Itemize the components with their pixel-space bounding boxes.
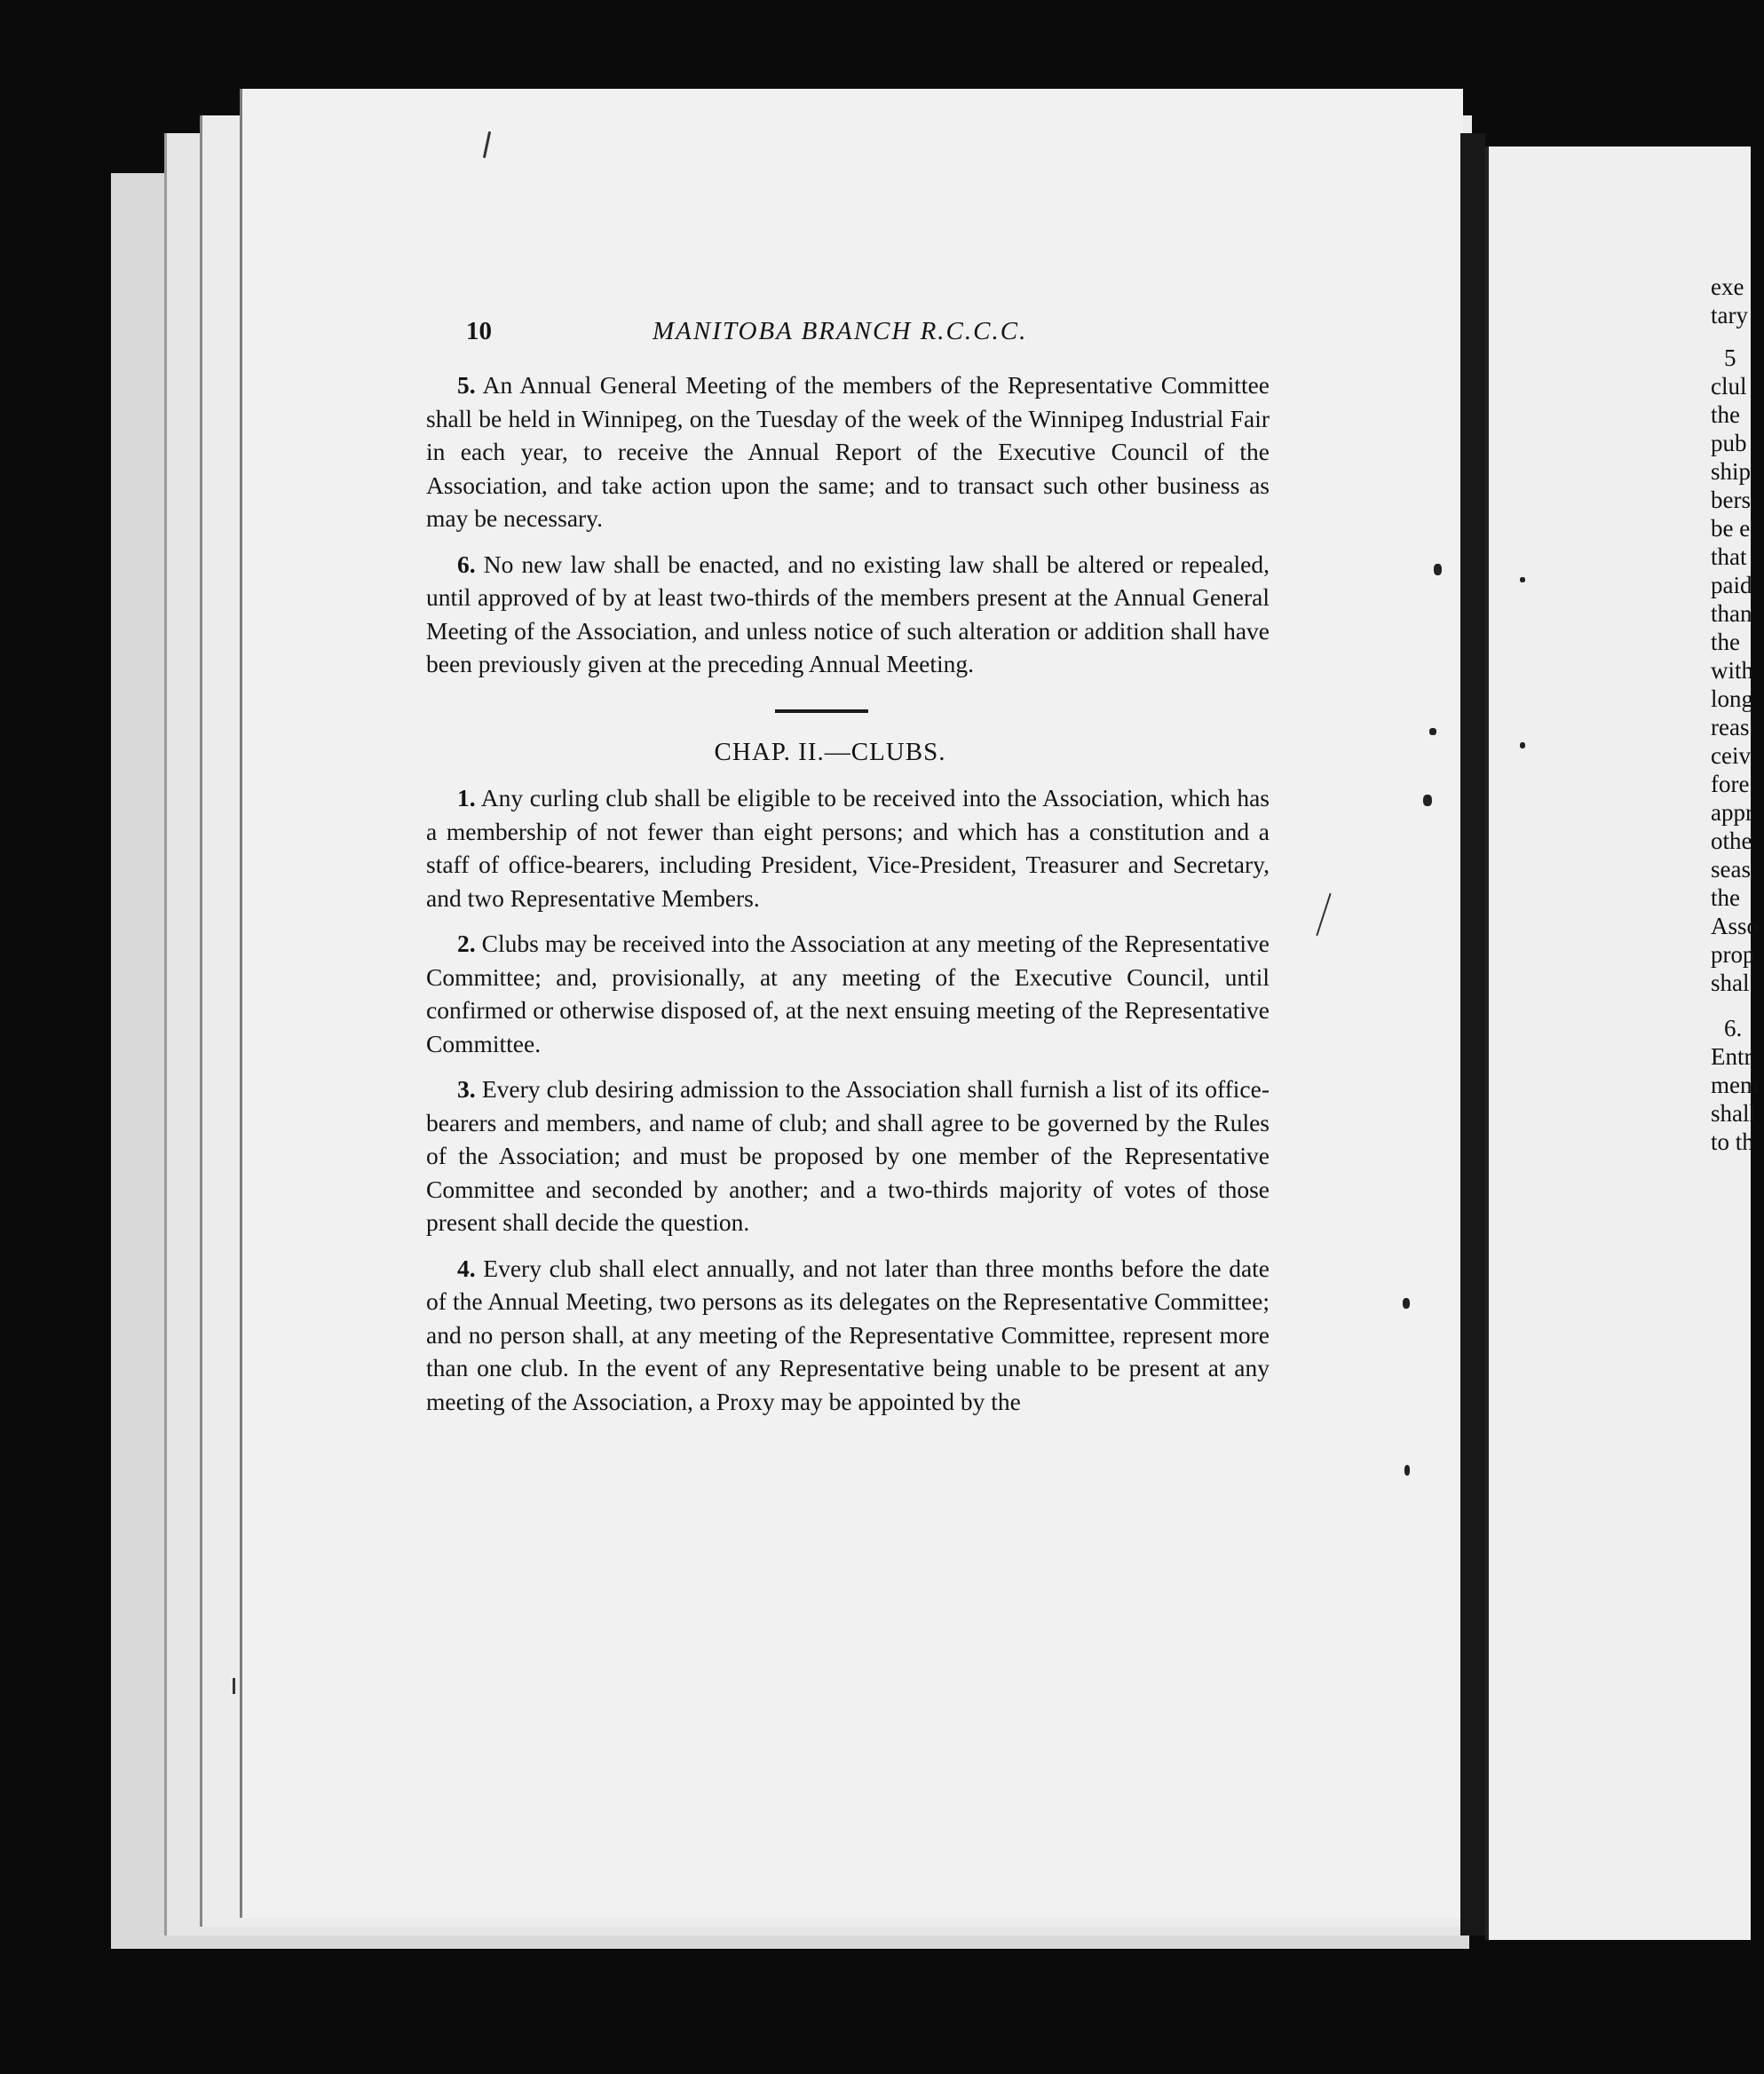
facing-page-line: than — [1711, 600, 1752, 627]
running-head: MANITOBA BRANCH R.C.C.C. — [653, 317, 1028, 345]
facing-page-line: othe — [1711, 827, 1752, 854]
facing-page-line: Entr — [1711, 1043, 1752, 1070]
paragraph-text: No new law shall be enacted, and no existing law shall be altered or repealed, until approved of by at least two-thirds of the members present at the Annual General Meeting of the Association, and unless notice of such alteration or addition shall have been previously given at the preceding Annual Meeting. — [426, 550, 1270, 677]
facing-page-line: reas — [1711, 714, 1750, 740]
numbered-paragraph — [426, 927, 1270, 1060]
paragraph-text: An Annual General Meeting of the members of the Representative Committee shall be held in Winnipeg, on the Tuesday of the week of the Winnipeg Industrial Fair in each year, to receive the Annual Report of the Executive Council of the Association, and take action upon the same; and to transact such other business as may be necessary. — [426, 371, 1270, 532]
paragraph-number: 6. — [457, 550, 476, 578]
facing-page-line: long — [1711, 685, 1754, 712]
paragraph-number: 2. — [457, 930, 476, 957]
paragraph-number: 4. — [457, 1254, 476, 1282]
numbered-paragraph — [426, 1073, 1270, 1239]
scan-mark — [233, 1678, 235, 1694]
chapter-heading: CHAP. II.—CLUBS. — [714, 737, 946, 766]
page-header — [426, 315, 1270, 368]
facing-page-line: seas — [1711, 856, 1751, 883]
scan-speck — [1520, 742, 1525, 748]
scan-speck — [1434, 564, 1442, 575]
scan-speck — [1429, 728, 1436, 735]
scan-speck — [1404, 1465, 1410, 1476]
facing-page-line: mem — [1711, 1072, 1759, 1098]
scan-speck — [1520, 577, 1525, 582]
facing-page-line: exe — [1711, 273, 1744, 300]
paragraph-number: 1. — [457, 784, 476, 811]
numbered-paragraph — [426, 368, 1270, 535]
facing-page-line: the — [1711, 401, 1740, 428]
facing-page-line: that — [1711, 543, 1747, 570]
numbered-paragraph — [426, 781, 1270, 914]
facing-page-line: the — [1711, 629, 1740, 655]
scan-speck — [1423, 795, 1432, 806]
book-gutter — [1460, 133, 1485, 1935]
facing-page-line: bers — [1711, 487, 1751, 513]
facing-page-line: Asso — [1711, 913, 1760, 939]
facing-page-line: ship — [1711, 458, 1752, 485]
scan-speck — [1403, 1298, 1410, 1309]
facing-page-line: ceiv — [1711, 742, 1751, 769]
paragraph-text: Every club shall elect annually, and not later than three months before the date of the Annual Meeting, two persons as its delegates on the Representative Committee; and no person shall, at any meeting of the Representative Committee, represent more than one club. In the event of any Representative being unable to be present at any meeting of the Association, a Proxy may be appointed by the — [426, 1254, 1270, 1415]
page-content — [426, 315, 1270, 1430]
facing-page-line: appr — [1711, 799, 1753, 826]
facing-page-line: be e — [1711, 515, 1751, 542]
paragraph-text: Every club desiring admission to the Association shall furnish a list of its office-bearers and members, and name of club; and shall agree to be governed by the Rules of the Association; and must be proposed by one member of the Representative Committee and seconded by another; and a two-thirds majority of votes of those present shall decide the question. — [426, 1075, 1270, 1236]
paragraph-text: Any curling club shall be eligible to be received into the Association, which has a membership of not fewer than eight persons; and which has a constitution and a staff of office-bearers, including President, Vice-President, Treasurer and Secretary, and two Representative Members. — [426, 784, 1270, 912]
facing-page-line: with — [1711, 657, 1754, 684]
facing-page-line: clul — [1711, 373, 1747, 400]
facing-page-line: 5 — [1724, 344, 1736, 371]
section-divider-rule — [775, 709, 868, 713]
facing-page-line: shal — [1711, 970, 1750, 996]
numbered-paragraph — [426, 548, 1270, 681]
facing-page-line: pub — [1711, 430, 1747, 456]
facing-page-line: 6. — [1724, 1015, 1743, 1041]
facing-page-line: paid — [1711, 572, 1752, 598]
facing-page — [1485, 146, 1760, 1940]
facing-page-line: shall — [1711, 1100, 1756, 1127]
page-number: 10 — [466, 317, 492, 345]
facing-page-line: fore — [1711, 771, 1750, 797]
facing-page-line: the — [1711, 884, 1740, 911]
facing-page-line: prop — [1711, 941, 1755, 968]
facing-page-line: tary — [1711, 302, 1748, 329]
chapter-two-sections — [426, 781, 1270, 1418]
facing-page-line: to th — [1711, 1128, 1754, 1155]
paragraph-number: 5. — [457, 371, 476, 399]
numbered-paragraph — [426, 1252, 1270, 1419]
chapter-one-continuation — [426, 368, 1270, 681]
paragraph-number: 3. — [457, 1075, 476, 1103]
paragraph-text: Clubs may be received into the Association at any meeting of the Representative Committee; and, provisionally, at any meeting of the Executive Council, until confirmed or otherwise disposed of, at the next ensuing meeting of the Representative Committee. — [426, 930, 1270, 1057]
